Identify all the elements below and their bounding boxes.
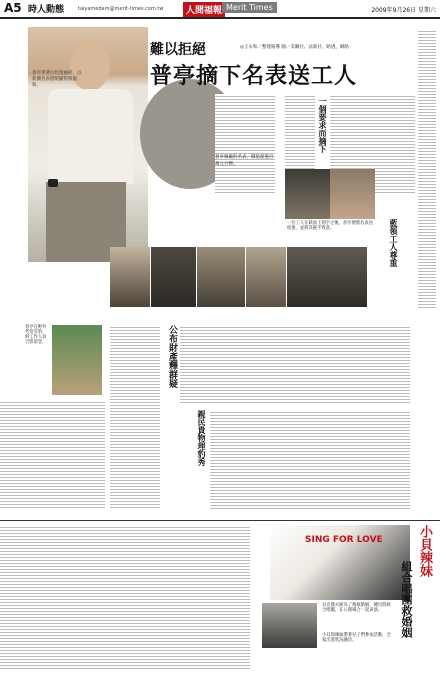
subhead-3: 公布財產釋群疑: [167, 325, 177, 388]
photo-strip-1: [110, 247, 150, 307]
couple-caption: 貝克漢夫婦為了挽救婚姻，傳出將組合唱團，在公開場合一起表演。: [322, 603, 391, 613]
family-caption: 小貝與辣妹帶著兒子們參加活動，全家出遊狀況融洽。: [322, 633, 391, 643]
article2-subtitle: 組合唱團救婚姻: [400, 561, 413, 638]
subhead-2: 藍領工人尊重: [389, 219, 398, 267]
kicker: 難以拒絕: [150, 42, 206, 58]
mid-caption: 普亭佩戴的名表，價值超過百萬元台幣。: [215, 155, 274, 167]
section-name: 時人動態: [28, 5, 65, 15]
photo-strip-5: [287, 247, 367, 307]
headline: 普亭摘下名表送工人: [150, 64, 358, 89]
body-text-lower-left: [0, 400, 105, 510]
body-text-lower-2: [180, 325, 410, 405]
body-text-right: [418, 29, 436, 309]
article-putin: [0, 19, 440, 319]
row-caption: 一位工人在錶面上刻字之後，普亭便將名表送給他，並與其握手致意。: [287, 221, 373, 231]
photo-watch-closeup: [285, 169, 330, 219]
body-text-1: [215, 94, 275, 194]
byline: ◎王永和／整理報導 圖／美聯社、法新社、路透、網路: [240, 45, 349, 50]
article-beckham: [0, 520, 440, 674]
photo-strip-3: [197, 247, 245, 307]
sing-for-love-banner: SING FOR LOVE: [305, 535, 383, 545]
body-text-b1: [0, 525, 250, 670]
newspaper-logo: 人間福報: [183, 2, 225, 17]
watch-icon: [48, 179, 58, 187]
photo-family: [262, 603, 317, 648]
page-number: A5: [4, 1, 22, 15]
photo-worker: [330, 169, 375, 219]
putin-photo: [28, 27, 148, 262]
photo-strip-2: [151, 247, 196, 307]
newspaper-logo-en: Merit Times: [222, 2, 277, 13]
leopard-caption: 普亭在野外考察雪豹，與工作人員合影留念。: [25, 325, 47, 345]
photo-couple: [270, 525, 410, 600]
email-link[interactable]: taiyamedam@merit-times.com.tw: [78, 6, 164, 12]
subhead-4: 親民貴物理豹秀: [197, 410, 206, 466]
article2-title: 小貝辣妹: [417, 525, 432, 577]
article-putin-lower: [0, 320, 440, 515]
photo-strip-4: [246, 247, 286, 307]
body-text-lower-1: [110, 325, 160, 510]
photo-leopard: [52, 325, 102, 395]
masthead: [0, 0, 440, 19]
body-text-lower-3: [210, 410, 410, 510]
subhead-1: 一個要求而摘下: [318, 97, 327, 153]
left-caption: 普亭穿著白色短袖衫，以新潮名表搭配顯得很親和。: [32, 71, 82, 88]
issue-date: 2009年9月26日 星期六: [371, 7, 436, 14]
